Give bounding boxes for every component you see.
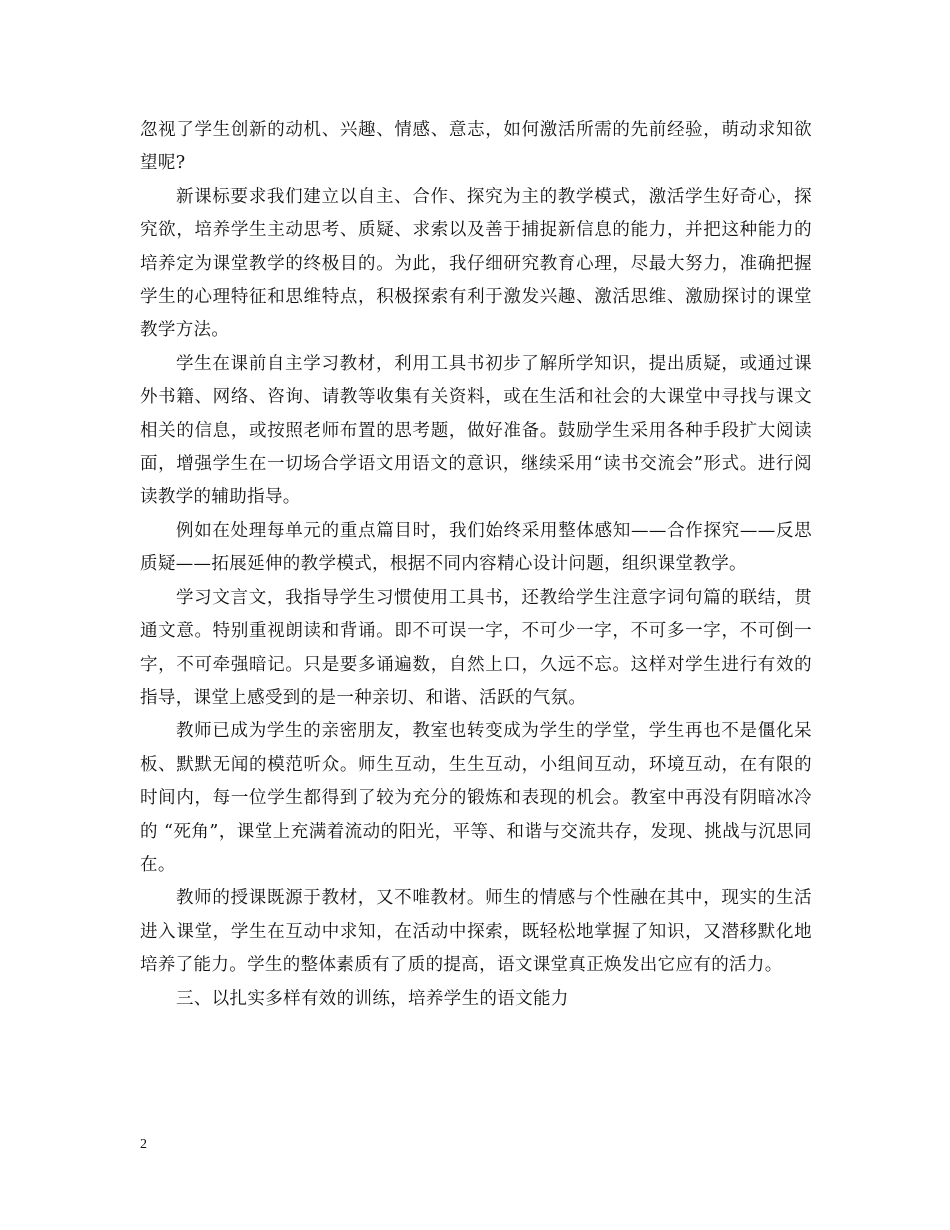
paragraph-classical-chinese: 学习文言文，我指导学生习惯使用工具书，还教给学生注意字词句篇的联结，贯通文意。特别重视朗读和背诵。即不可误一字，不可少一字，不可多一字，不可倒一字，不可牵强暗记。只是要多诵遍数，自然上口，久远不忘。这样对学生进行有效的指导，课堂上感受到的是一种亲切、和谐、活跃的气氛。 <box>140 587 812 708</box>
paragraph-teaching-outcome: 教师的授课既源于教材，又不唯教材。师生的情感与个性融在其中，现实的生活进入课堂，学生在互动中求知，在活动中探索，既轻松地掌握了知识，又潜移默化地培养了能力。学生的整体素质有了质的提高，语文课堂真正焕发出它应有的活力。 <box>140 888 812 976</box>
document-body <box>140 114 812 1016</box>
paragraph-preview-study: 学生在课前自主学习教材，利用工具书初步了解所学知识，提出质疑，或通过课外书籍、网络、咨询、请教等收集有关资料，或在生活和社会的大课堂中寻找与课文相关的信息，或按照老师布置的思考题，做好准备。鼓励学生采用各种手段扩大阅读面，增强学生在一切场合学语文用语文的意识，继续采用“读书交流会”形式。进行阅读教学的辅助指导。 <box>140 353 812 508</box>
page-number: 2 <box>140 1137 147 1152</box>
paragraph-teaching-model: 例如在处理每单元的重点篇目时，我们始终采用整体感知——合作探究——反思质疑——拓展延伸的教学模式，根据不同内容精心设计问题，组织课堂教学。 <box>140 520 812 575</box>
section-heading: 三、以扎实多样有效的训练，培养学生的语文能力 <box>176 988 569 1009</box>
paragraph-curriculum: 新课标要求我们建立以自主、合作、探究为主的教学模式，激活学生好奇心，探究欲，培养学生主动思考、质疑、求索以及善于捕捉新信息的能力，并把这种能力的培养定为课堂教学的终极目的。为此，我仔细研究教育心理，尽最大努力，准确把握学生的心理特征和思维特点，积极探索有利于激发兴趣、激活思维、激励探讨的课堂教学方法。 <box>140 186 812 341</box>
paragraph-classroom-interaction: 教师已成为学生的亲密朋友，教室也转变成为学生的学堂，学生再也不是僵化呆板、默默无闻的模范听众。师生互动，生生互动，小组间互动，环境互动，在有限的时间内，每一位学生都得到了较为充分的锻炼和表现的机会。教室中再没有阴暗冰冷的 “死角”，课堂上充满着流动的阳光，平等、和谐与交流共存，发现、挑战与沉思同在。 <box>140 721 812 875</box>
paragraph-continuation: 忽视了学生创新的动机、兴趣、情感、意志，如何激活所需的先前经验，萌动求知欲望呢? <box>140 120 812 174</box>
